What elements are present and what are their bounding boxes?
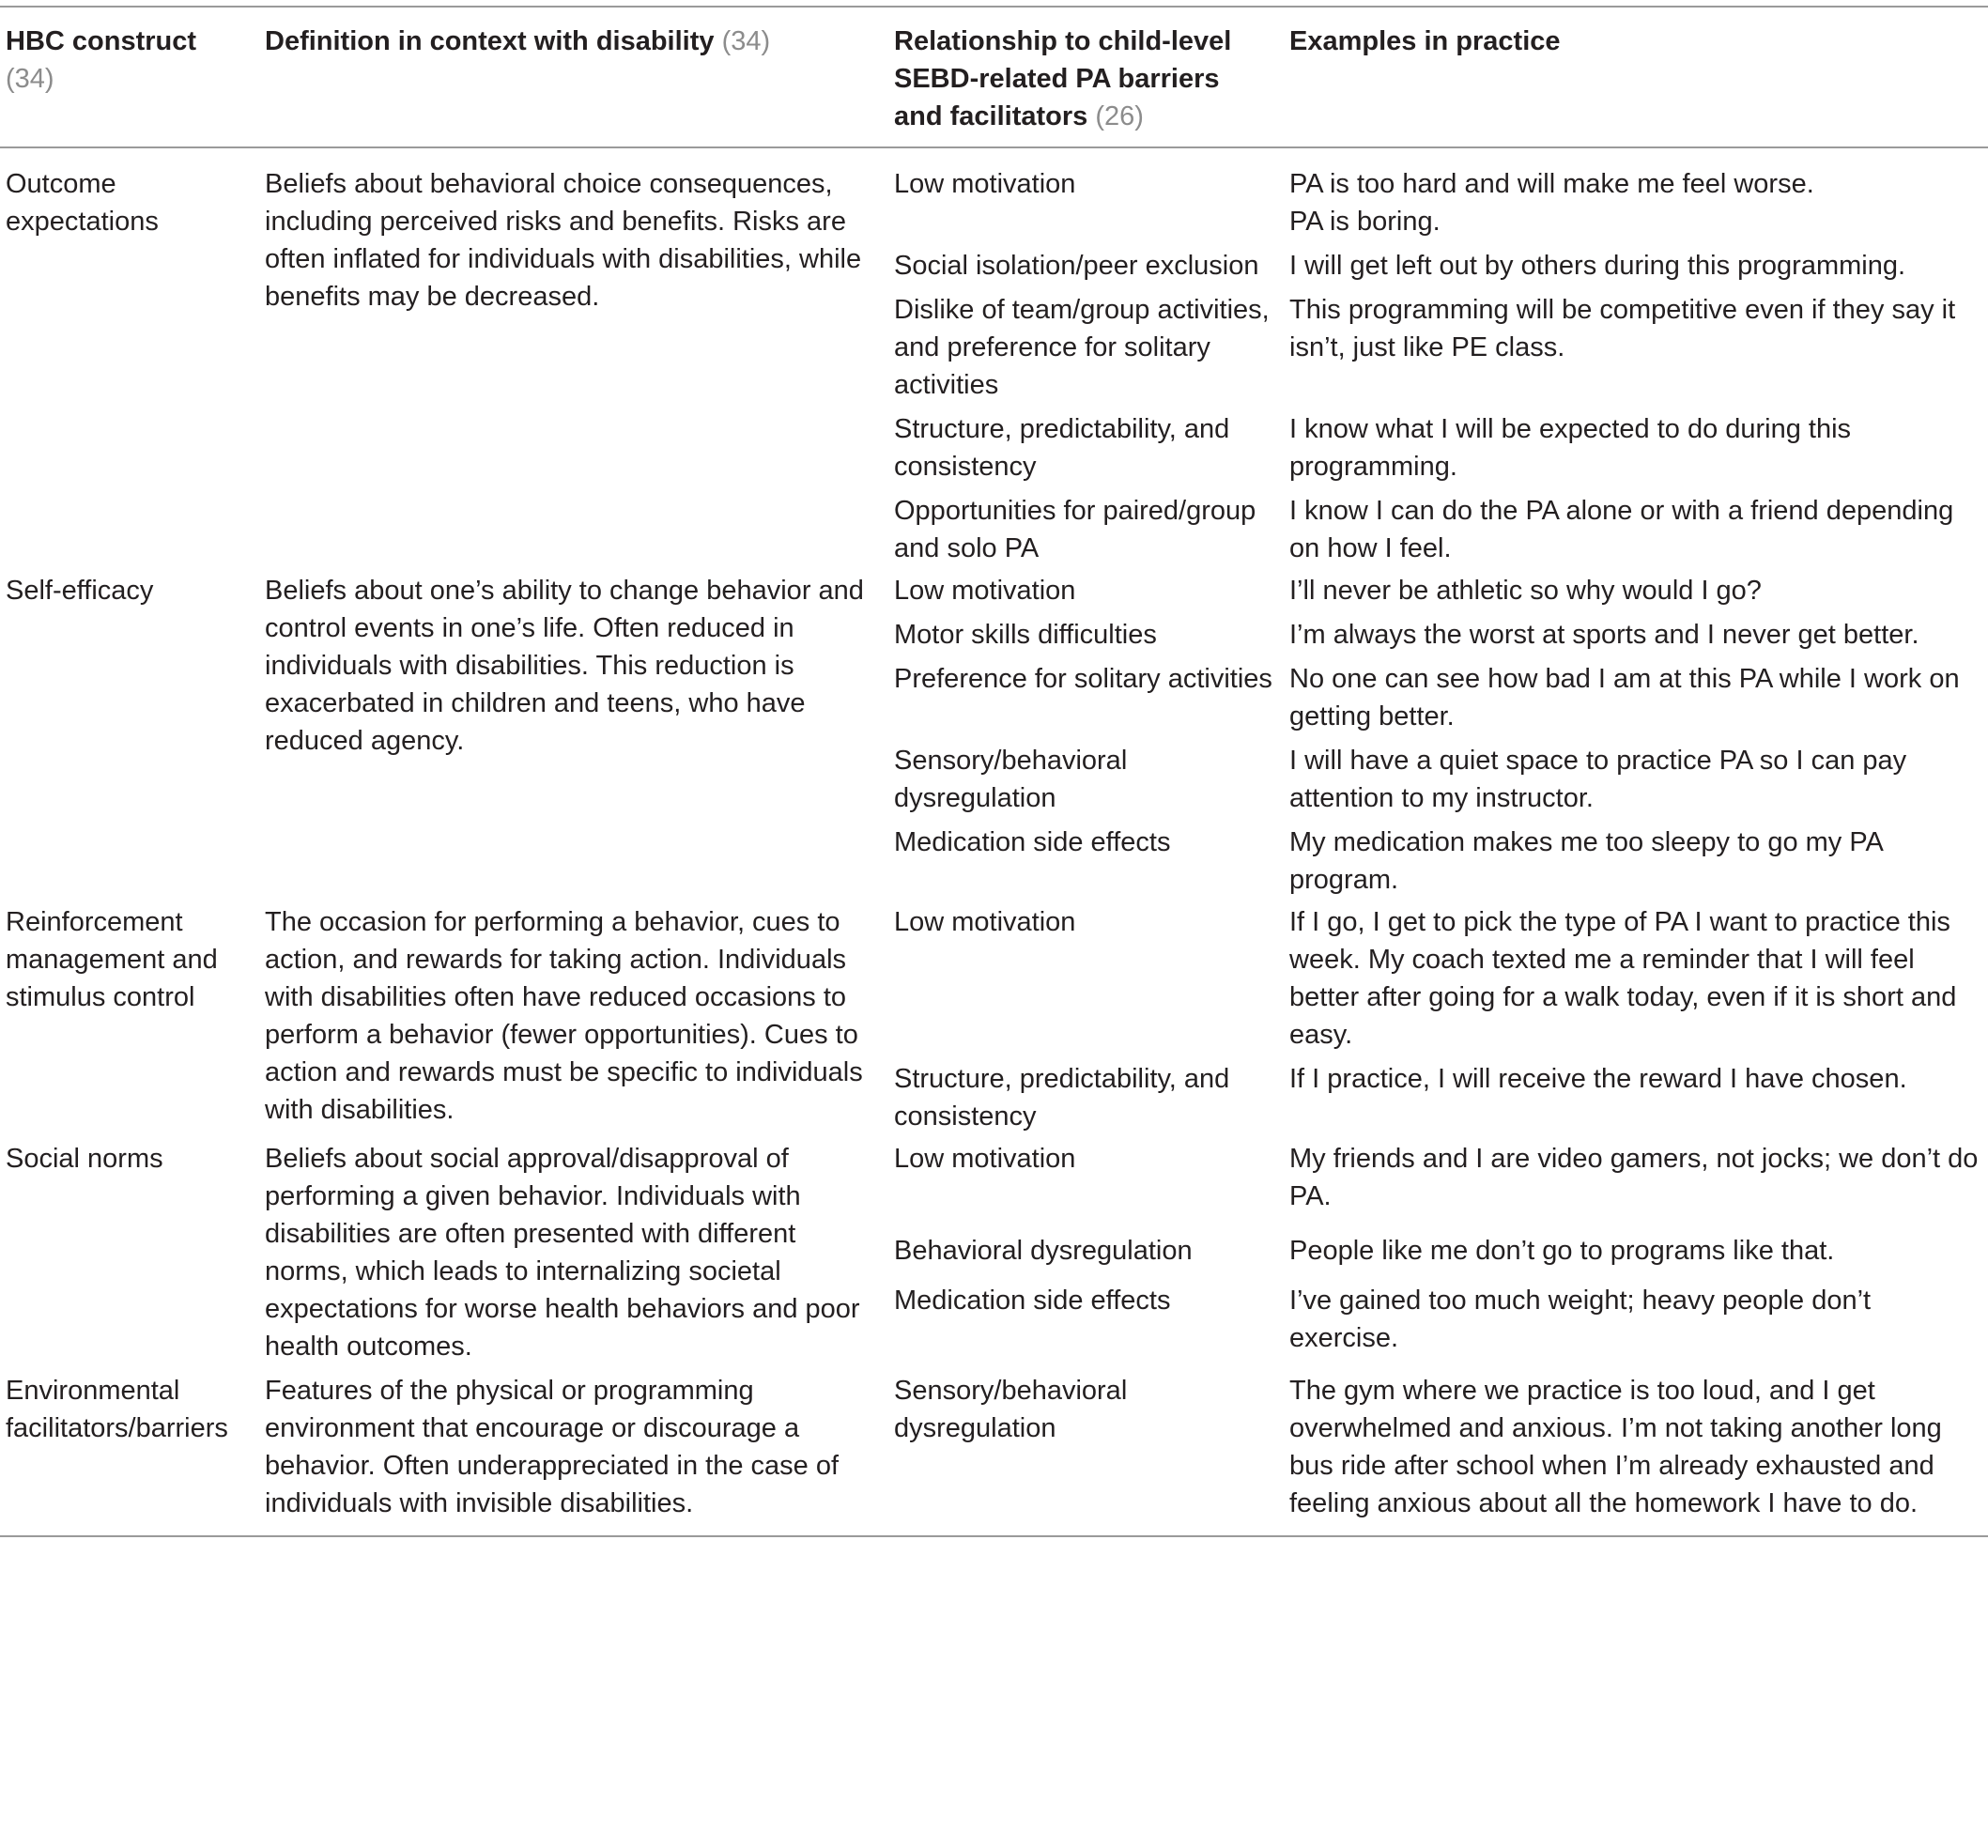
example-text: I’m always the worst at sports and I never get better. — [1289, 620, 1919, 650]
cell-definition: The occasion for performing a behavior, cues to action, and rewards for taking action. Individuals with disabilities often have reduced occasions to perform a behavior (fewer opportunities). Cues to action and rewards must be specific to individuals with disabilities. — [265, 907, 863, 1125]
cell-examples — [1284, 244, 1988, 288]
example-text: If I practice, I will receive the reward I have chosen. — [1289, 1064, 1907, 1094]
cell-hbc-construct: Social norms — [6, 1144, 163, 1174]
cell-relationship: Low motivation — [894, 907, 1076, 937]
table-row — [0, 569, 1988, 613]
cell-relationship: Sensory/behavioral dysregulation — [894, 1376, 1128, 1443]
example-text: My friends and I are video gamers, not jocks; we don’t do PA. — [1289, 1144, 1979, 1211]
example-text: People like me don’t go to programs like that. — [1289, 1236, 1835, 1267]
example-text: I know what I will be expected to do during this programming. — [1289, 414, 1852, 482]
header-reference: (34) — [6, 64, 54, 94]
header-row — [0, 7, 1988, 147]
header-reference: (34) — [721, 26, 771, 56]
cell-relationship: Structure, predictability, and consistency — [894, 414, 1230, 482]
cell-hbc-construct: Reinforcement management and stimulus control — [6, 907, 218, 1012]
cell-definition: Beliefs about one’s ability to change behavior and control events in one’s life. Often reduced in individuals with disabilities. This reduction is exacerbated in children and teens, who have reduced agency. — [265, 576, 864, 756]
cell-relationship: Opportunities for paired/group and solo PA — [894, 496, 1256, 563]
header-relationship — [888, 7, 1284, 147]
table-row — [0, 1369, 1988, 1536]
example-text: I know I can do the PA alone or with a friend depending on how I feel. — [1289, 496, 1954, 563]
example-text: I will have a quiet space to practice PA so I can pay attention to my instructor. — [1289, 746, 1907, 813]
cell-relationship: Medication side effects — [894, 1286, 1171, 1317]
cell-relationship: Low motivation — [894, 169, 1076, 199]
cell-definition: Features of the physical or programming environment that encourage or discourage a behavior. Often underappreciated in the case of individuals with invisible disabilities. — [265, 1376, 840, 1518]
cell-examples — [1284, 147, 1988, 244]
cell-definition: Beliefs about behavioral choice consequences, including perceived risks and benefits. Risks are often inflated for individuals with disabilities, while benefits may be decreased. — [265, 169, 862, 312]
cell-relationship: Structure, predictability, and consistency — [894, 1064, 1230, 1132]
hbc-table-container — [0, 6, 1988, 1537]
table-body — [0, 147, 1988, 1536]
header-label: Relationship to child-level SEBD-related PA barriers and facilitators — [894, 26, 1232, 131]
cell-examples — [1284, 288, 1988, 408]
cell-examples — [1284, 489, 1988, 569]
example-text: No one can see how bad I am at this PA while I work on getting better. — [1289, 664, 1960, 732]
cell-examples — [1284, 408, 1988, 489]
header-examples — [1284, 7, 1988, 147]
header-label: Examples in practice — [1289, 26, 1561, 56]
example-text: If I go, I get to pick the type of PA I want to practice this week. My coach texted me a reminder that I will feel better after going for a walk today, even if it is short and easy. — [1289, 907, 1957, 1050]
cell-examples — [1284, 739, 1988, 821]
cell-relationship: Motor skills difficulties — [894, 620, 1157, 650]
cell-examples — [1284, 657, 1988, 739]
cell-examples — [1284, 1369, 1988, 1536]
example-text: PA is too hard and will make me feel worse. — [1289, 169, 1814, 199]
example-text: I will get left out by others during this programming. — [1289, 251, 1906, 281]
example-text: This programming will be competitive even if they say it isn’t, just like PE class. — [1289, 295, 1956, 362]
cell-hbc-construct: Self-efficacy — [6, 576, 154, 606]
example-text: I’ve gained too much weight; heavy people don’t exercise. — [1289, 1286, 1872, 1354]
cell-relationship: Medication side effects — [894, 827, 1171, 857]
header-hbc-construct — [0, 7, 259, 147]
cell-hbc-construct: Environmental facilitators/barriers — [6, 1376, 228, 1443]
cell-examples — [1284, 901, 1988, 1057]
table-row — [0, 147, 1988, 244]
header-label: Definition in context with disability — [265, 26, 715, 56]
example-text: I’ll never be athletic so why would I go? — [1289, 576, 1762, 606]
example-text: My medication makes me too sleepy to go my PA program. — [1289, 827, 1883, 895]
cell-relationship: Sensory/behavioral dysregulation — [894, 746, 1128, 813]
example-text: The gym where we practice is too loud, and I get overwhelmed and anxious. I’m not taking another long bus ride after school when I’m already exhausted and feeling anxious about all the homework I have to do. — [1289, 1376, 1942, 1518]
cell-examples — [1284, 1279, 1988, 1369]
cell-examples — [1284, 1057, 1988, 1137]
table-row — [0, 1137, 1988, 1229]
cell-relationship: Preference for solitary activities — [894, 664, 1272, 694]
cell-relationship: Low motivation — [894, 576, 1076, 606]
cell-relationship: Social isolation/peer exclusion — [894, 251, 1259, 281]
cell-examples — [1284, 613, 1988, 657]
cell-definition: Beliefs about social approval/disapproval of performing a given behavior. Individuals with disabilities are often presented with different norms, which leads to internalizing societal expectations for worse health behaviors and poor health outcomes. — [265, 1144, 860, 1362]
table-header — [0, 7, 1988, 147]
header-reference: (26) — [1095, 101, 1144, 131]
cell-relationship: Dislike of team/group activities, and preference for solitary activities — [894, 295, 1270, 400]
cell-examples — [1284, 1137, 1988, 1229]
header-label: HBC construct — [6, 26, 197, 56]
example-text: PA is boring. — [1289, 207, 1441, 237]
cell-hbc-construct: Outcome expectations — [6, 169, 159, 237]
cell-examples — [1284, 1229, 1988, 1279]
cell-examples — [1284, 821, 1988, 901]
table-row — [0, 901, 1988, 1057]
cell-examples — [1284, 569, 1988, 613]
cell-relationship: Low motivation — [894, 1144, 1076, 1174]
header-definition — [259, 7, 888, 147]
cell-relationship: Behavioral dysregulation — [894, 1236, 1193, 1267]
hbc-constructs-table — [0, 6, 1988, 1537]
